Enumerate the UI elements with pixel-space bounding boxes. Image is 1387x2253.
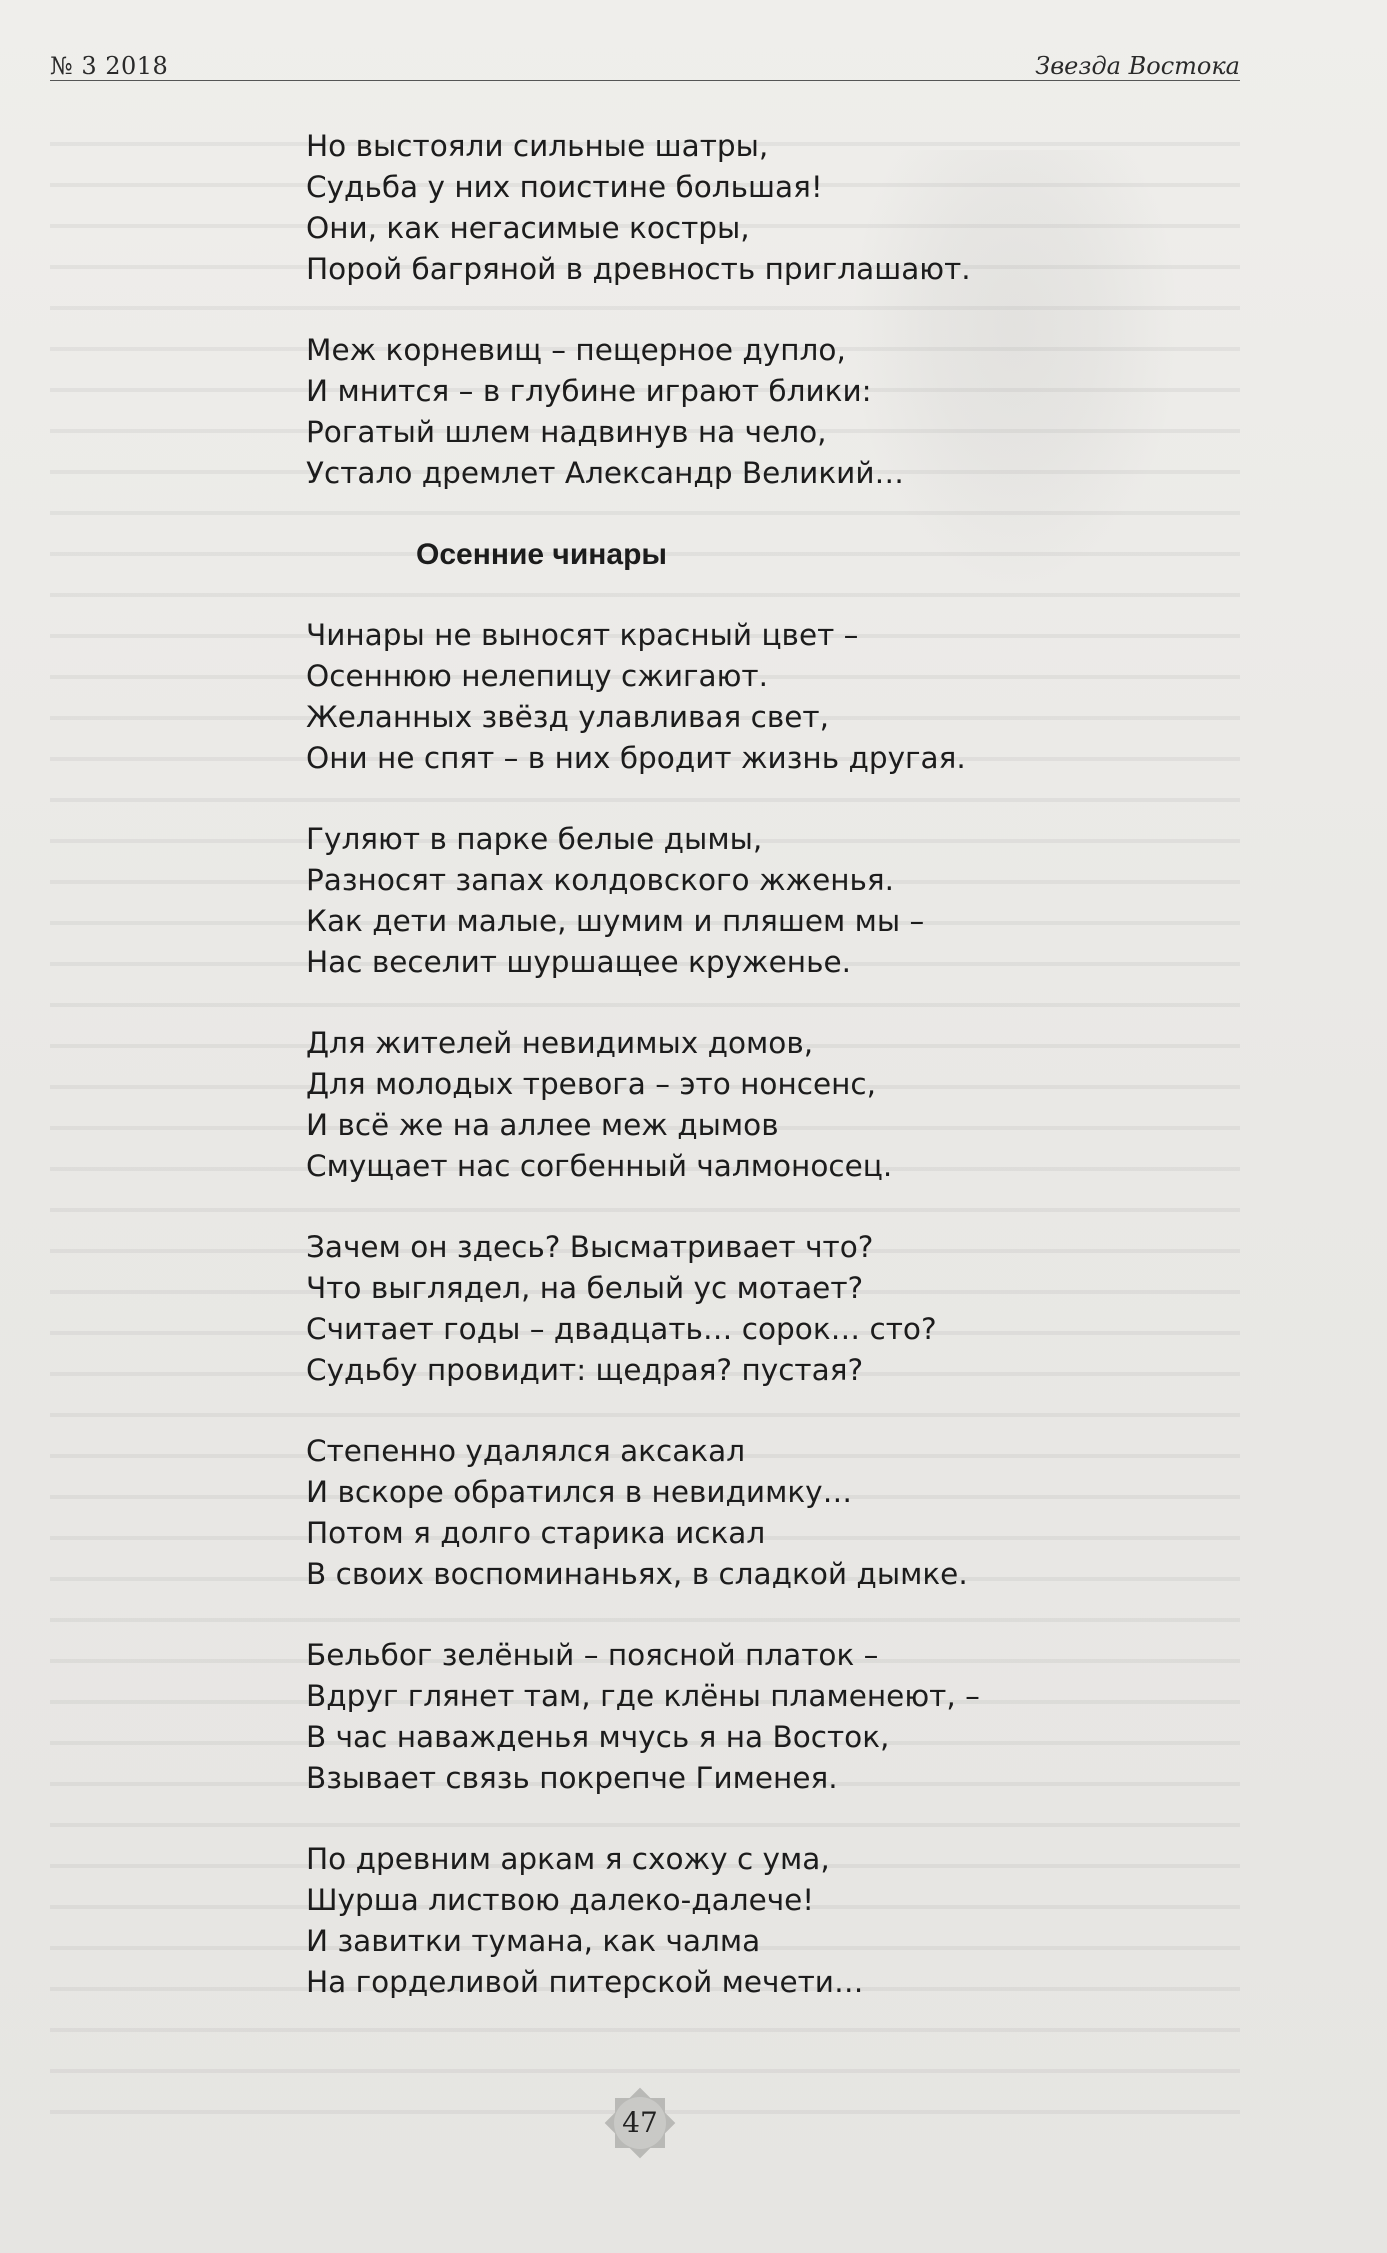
poem-line: Гуляют в парке белые дымы, xyxy=(306,822,763,856)
poem-line: Как дети малые, шумим и пляшем мы – xyxy=(306,904,925,938)
poem-line: Смущает нас согбенный чалмоносец. xyxy=(306,1149,893,1183)
page-number-badge xyxy=(597,2080,683,2166)
stanza xyxy=(306,819,1206,983)
poem-line: И всё же на аллее меж дымов xyxy=(306,1108,779,1142)
page-number: 47 xyxy=(622,2106,658,2139)
poem-line: На горделивой питерской мечети… xyxy=(306,1965,864,1999)
poem-line: Желанных звёзд улавливая свет, xyxy=(306,700,829,734)
poem-line: Устало дремлет Александр Великий… xyxy=(306,456,904,490)
poem-line: Вдруг глянет там, где клёны пламенеют, – xyxy=(306,1679,980,1713)
poem-line: Шурша листвою далеко-далече! xyxy=(306,1883,815,1917)
stanza xyxy=(306,1635,1206,1799)
poem-line: И завитки тумана, как чалма xyxy=(306,1924,761,1958)
poem-line: Взывает связь покрепче Гименея. xyxy=(306,1761,838,1795)
poem-line: По древним аркам я схожу с ума, xyxy=(306,1842,830,1876)
stanza xyxy=(306,126,1206,290)
poem-line: Меж корневищ – пещерное дупло, xyxy=(306,333,846,367)
poem-line: Разносят запах колдовского жженья. xyxy=(306,863,895,897)
poem-title: Осенние чинары xyxy=(416,538,668,571)
poem-line: Судьба у них поистине большая! xyxy=(306,170,823,204)
poem-line: Считает годы – двадцать… сорок… сто? xyxy=(306,1312,937,1346)
poem-line: В час наважденья мчусь я на Восток, xyxy=(306,1720,890,1754)
poem-text xyxy=(306,126,1206,2003)
stanza xyxy=(306,1227,1206,1391)
poem-line: И мнится – в глубине играют блики: xyxy=(306,374,872,408)
poem-line: Но выстояли сильные шатры, xyxy=(306,129,769,163)
poem-line: Для молодых тревога – это нонсенс, xyxy=(306,1067,877,1101)
poem-line: Степенно удалялся аксакал xyxy=(306,1434,746,1468)
poem-line: И вскоре обратился в невидимку… xyxy=(306,1475,853,1509)
poem-line: Чинары не выносят красный цвет – xyxy=(306,618,859,652)
stanza xyxy=(306,330,1206,494)
poem-line: Зачем он здесь? Высматривает что? xyxy=(306,1230,874,1264)
poem-line: Порой багряной в древность приглашают. xyxy=(306,252,971,286)
stanza xyxy=(306,615,1206,779)
poem-line: Бельбог зелёный – поясной платок – xyxy=(306,1638,879,1672)
running-header xyxy=(50,50,1240,81)
poem-line: Они не спят – в них бродит жизнь другая. xyxy=(306,741,966,775)
poem-line: Что выглядел, на белый ус мотает? xyxy=(306,1271,864,1305)
poem-line: Рогатый шлем надвинув на чело, xyxy=(306,415,827,449)
poem-line: Потом я долго старика искал xyxy=(306,1516,766,1550)
poem-line: В своих воспоминаньях, в сладкой дымке. xyxy=(306,1557,968,1591)
poem-line: Для жителей невидимых домов, xyxy=(306,1026,814,1060)
stanza xyxy=(306,1431,1206,1595)
issue-number: № 3 2018 xyxy=(50,52,169,80)
poem-line: Они, как негасимые костры, xyxy=(306,211,750,245)
stanza xyxy=(306,1023,1206,1187)
poem-line: Судьбу провидит: щедрая? пустая? xyxy=(306,1353,864,1387)
poem-line: Осеннюю нелепицу сжигают. xyxy=(306,659,768,693)
poem-line: Нас веселит шуршащее круженье. xyxy=(306,945,851,979)
stanza xyxy=(306,1839,1206,2003)
magazine-title: Звезда Востока xyxy=(1035,52,1240,80)
